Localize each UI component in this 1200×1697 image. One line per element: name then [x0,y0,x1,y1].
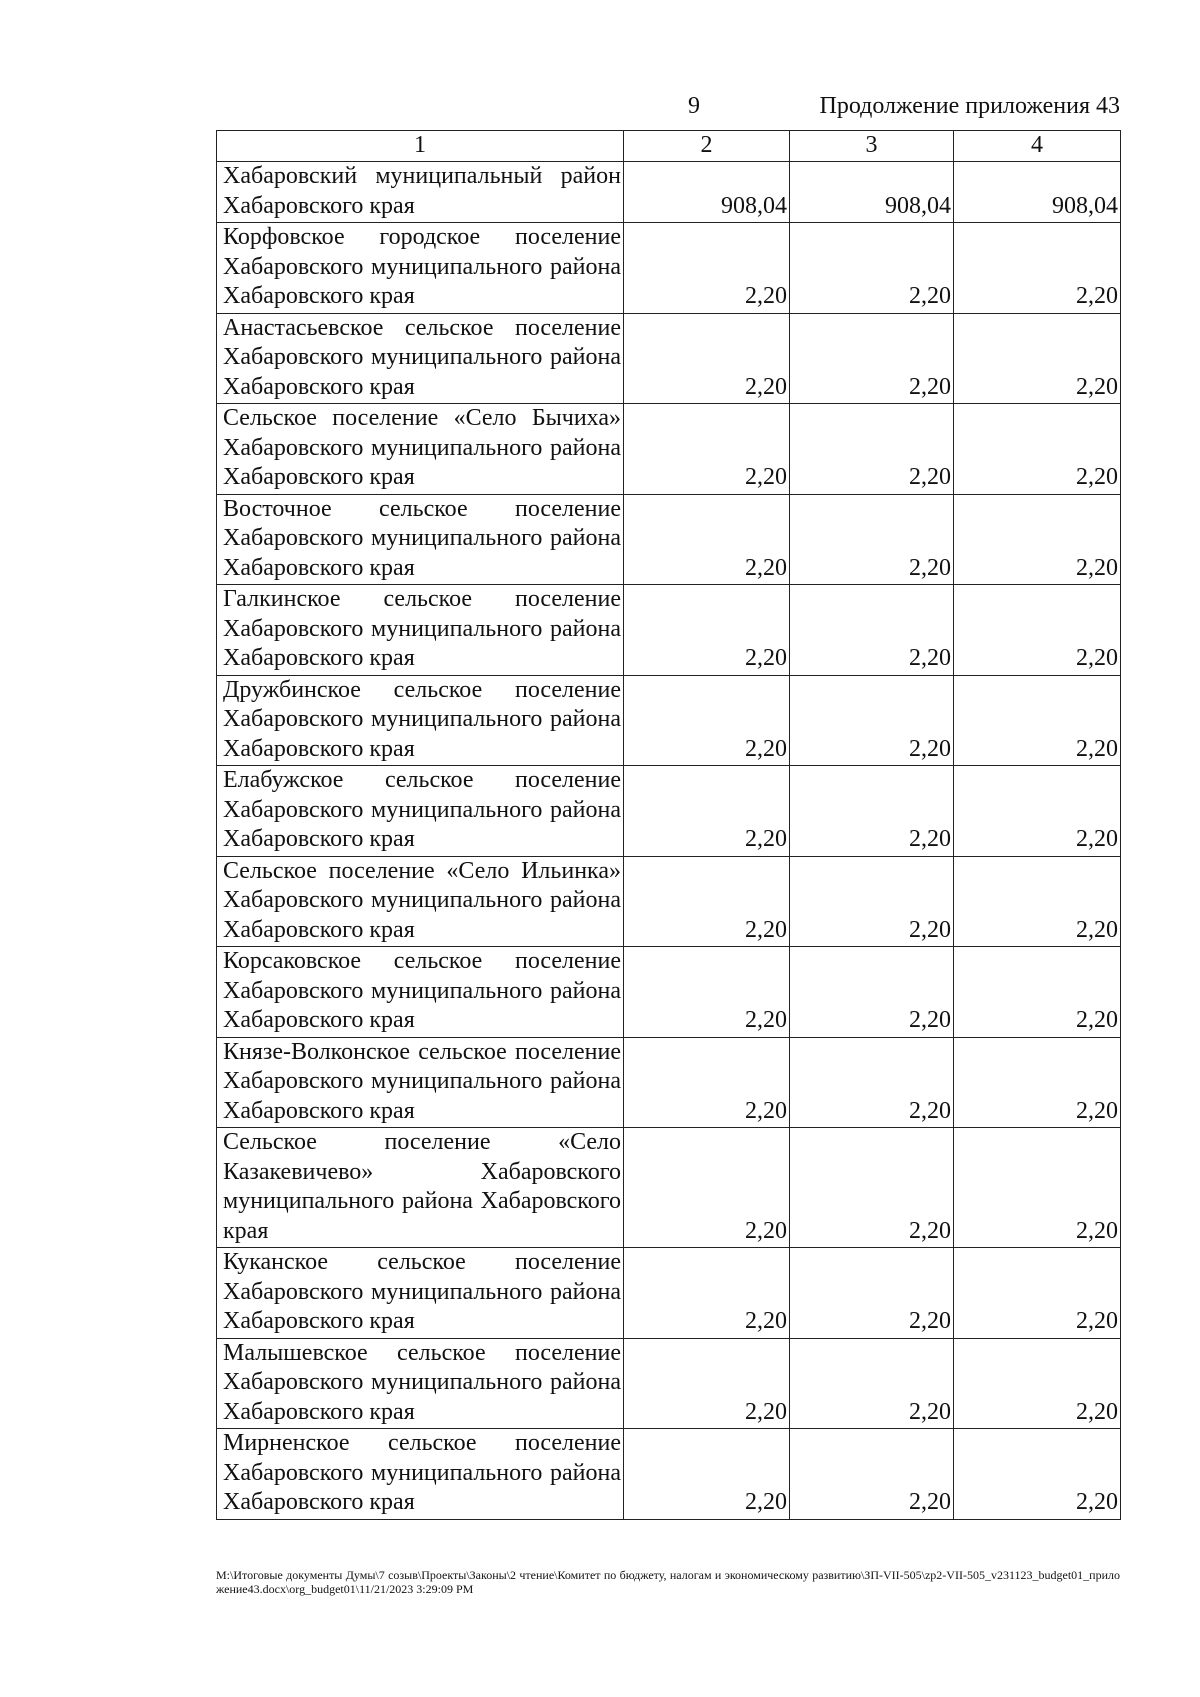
municipality-name: Сельское поселение «Село Казакевичево» Хабаровского муниципального района Хабаровского края [217,1128,624,1248]
value-col-2: 2,20 [624,313,790,404]
value-col-3: 2,20 [790,1037,954,1128]
table-row [217,404,1121,495]
municipality-name: Малышевское сельское поселение Хабаровского муниципального района Хабаровского края [217,1338,624,1429]
value-col-3: 2,20 [790,947,954,1038]
municipality-name: Хабаровский муниципальный район Хабаровского края [217,162,624,223]
table-row [217,856,1121,947]
municipality-name: Корсаковское сельское поселение Хабаровского муниципального района Хабаровского края [217,947,624,1038]
value-col-4: 2,20 [954,1037,1121,1128]
municipality-name: Анастасьевское сельское поселение Хабаровского муниципального района Хабаровского края [217,313,624,404]
value-col-4: 908,04 [954,162,1121,223]
value-col-2: 908,04 [624,162,790,223]
municipality-name: Сельское поселение «Село Ильинка» Хабаровского муниципального района Хабаровского края [217,856,624,947]
municipality-name: Князе-Волконское сельское поселение Хабаровского муниципального района Хабаровского края [217,1037,624,1128]
table-row [217,223,1121,314]
value-col-4: 2,20 [954,313,1121,404]
table-row [217,1128,1121,1248]
value-col-4: 2,20 [954,223,1121,314]
value-col-3: 2,20 [790,766,954,857]
municipality-name: Елабужское сельское поселение Хабаровского муниципального района Хабаровского края [217,766,624,857]
value-col-3: 2,20 [790,494,954,585]
value-col-3: 2,20 [790,313,954,404]
value-col-3: 2,20 [790,675,954,766]
value-col-3: 2,20 [790,404,954,495]
table-row [217,1338,1121,1429]
value-col-2: 2,20 [624,223,790,314]
table-row [217,162,1121,223]
table-row [217,494,1121,585]
value-col-3: 2,20 [790,585,954,676]
appendix-table [216,130,1121,1520]
municipality-name: Дружбинское сельское поселение Хабаровского муниципального района Хабаровского края [217,675,624,766]
value-col-3: 2,20 [790,223,954,314]
value-col-2: 2,20 [624,947,790,1038]
value-col-2: 2,20 [624,404,790,495]
value-col-3: 2,20 [790,856,954,947]
table-row [217,675,1121,766]
column-header: 2 [624,131,790,162]
value-col-2: 2,20 [624,856,790,947]
value-col-4: 2,20 [954,1248,1121,1339]
value-col-4: 2,20 [954,766,1121,857]
municipality-name: Галкинское сельское поселение Хабаровского муниципального района Хабаровского края [217,585,624,676]
value-col-2: 2,20 [624,766,790,857]
value-col-3: 2,20 [790,1128,954,1248]
value-col-4: 2,20 [954,947,1121,1038]
value-col-2: 2,20 [624,1338,790,1429]
municipality-name: Корфовское городское поселение Хабаровского муниципального района Хабаровского края [217,223,624,314]
value-col-2: 2,20 [624,1128,790,1248]
footer-file-path: M:\Итоговые документы Думы\7 созыв\Проекты\Законы\2 чтение\Комитет по бюджету, налогам и экономическому развитию\ЗП-VII-505\zp2-VII-505_v231123_budget01_приложение43.docx\org_budget01\11/21/2023 3:29:09 PM [216,1568,1120,1596]
column-header: 3 [790,131,954,162]
table-row [217,1429,1121,1520]
value-col-4: 2,20 [954,585,1121,676]
value-col-4: 2,20 [954,404,1121,495]
value-col-4: 2,20 [954,1128,1121,1248]
column-header: 4 [954,131,1121,162]
value-col-3: 2,20 [790,1248,954,1339]
table-row [217,1248,1121,1339]
municipality-name: Куканское сельское поселение Хабаровского муниципального района Хабаровского края [217,1248,624,1339]
value-col-3: 2,20 [790,1429,954,1520]
value-col-2: 2,20 [624,1037,790,1128]
value-col-4: 2,20 [954,494,1121,585]
page-number: 9 [688,93,700,119]
table-header-row [217,131,1121,162]
value-col-2: 2,20 [624,585,790,676]
value-col-2: 2,20 [624,494,790,585]
appendix-continuation-label: Продолжение приложения 43 [819,93,1120,119]
column-header: 1 [217,131,624,162]
municipality-name: Сельское поселение «Село Бычиха» Хабаровского муниципального района Хабаровского края [217,404,624,495]
table-row [217,766,1121,857]
value-col-2: 2,20 [624,675,790,766]
value-col-4: 2,20 [954,1338,1121,1429]
value-col-3: 908,04 [790,162,954,223]
value-col-2: 2,20 [624,1429,790,1520]
value-col-4: 2,20 [954,1429,1121,1520]
municipality-name: Восточное сельское поселение Хабаровского муниципального района Хабаровского края [217,494,624,585]
value-col-3: 2,20 [790,1338,954,1429]
municipality-name: Мирненское сельское поселение Хабаровского муниципального района Хабаровского края [217,1429,624,1520]
value-col-4: 2,20 [954,856,1121,947]
table-row [217,585,1121,676]
table-row [217,1037,1121,1128]
table-row [217,947,1121,1038]
value-col-4: 2,20 [954,675,1121,766]
value-col-2: 2,20 [624,1248,790,1339]
table-row [217,313,1121,404]
